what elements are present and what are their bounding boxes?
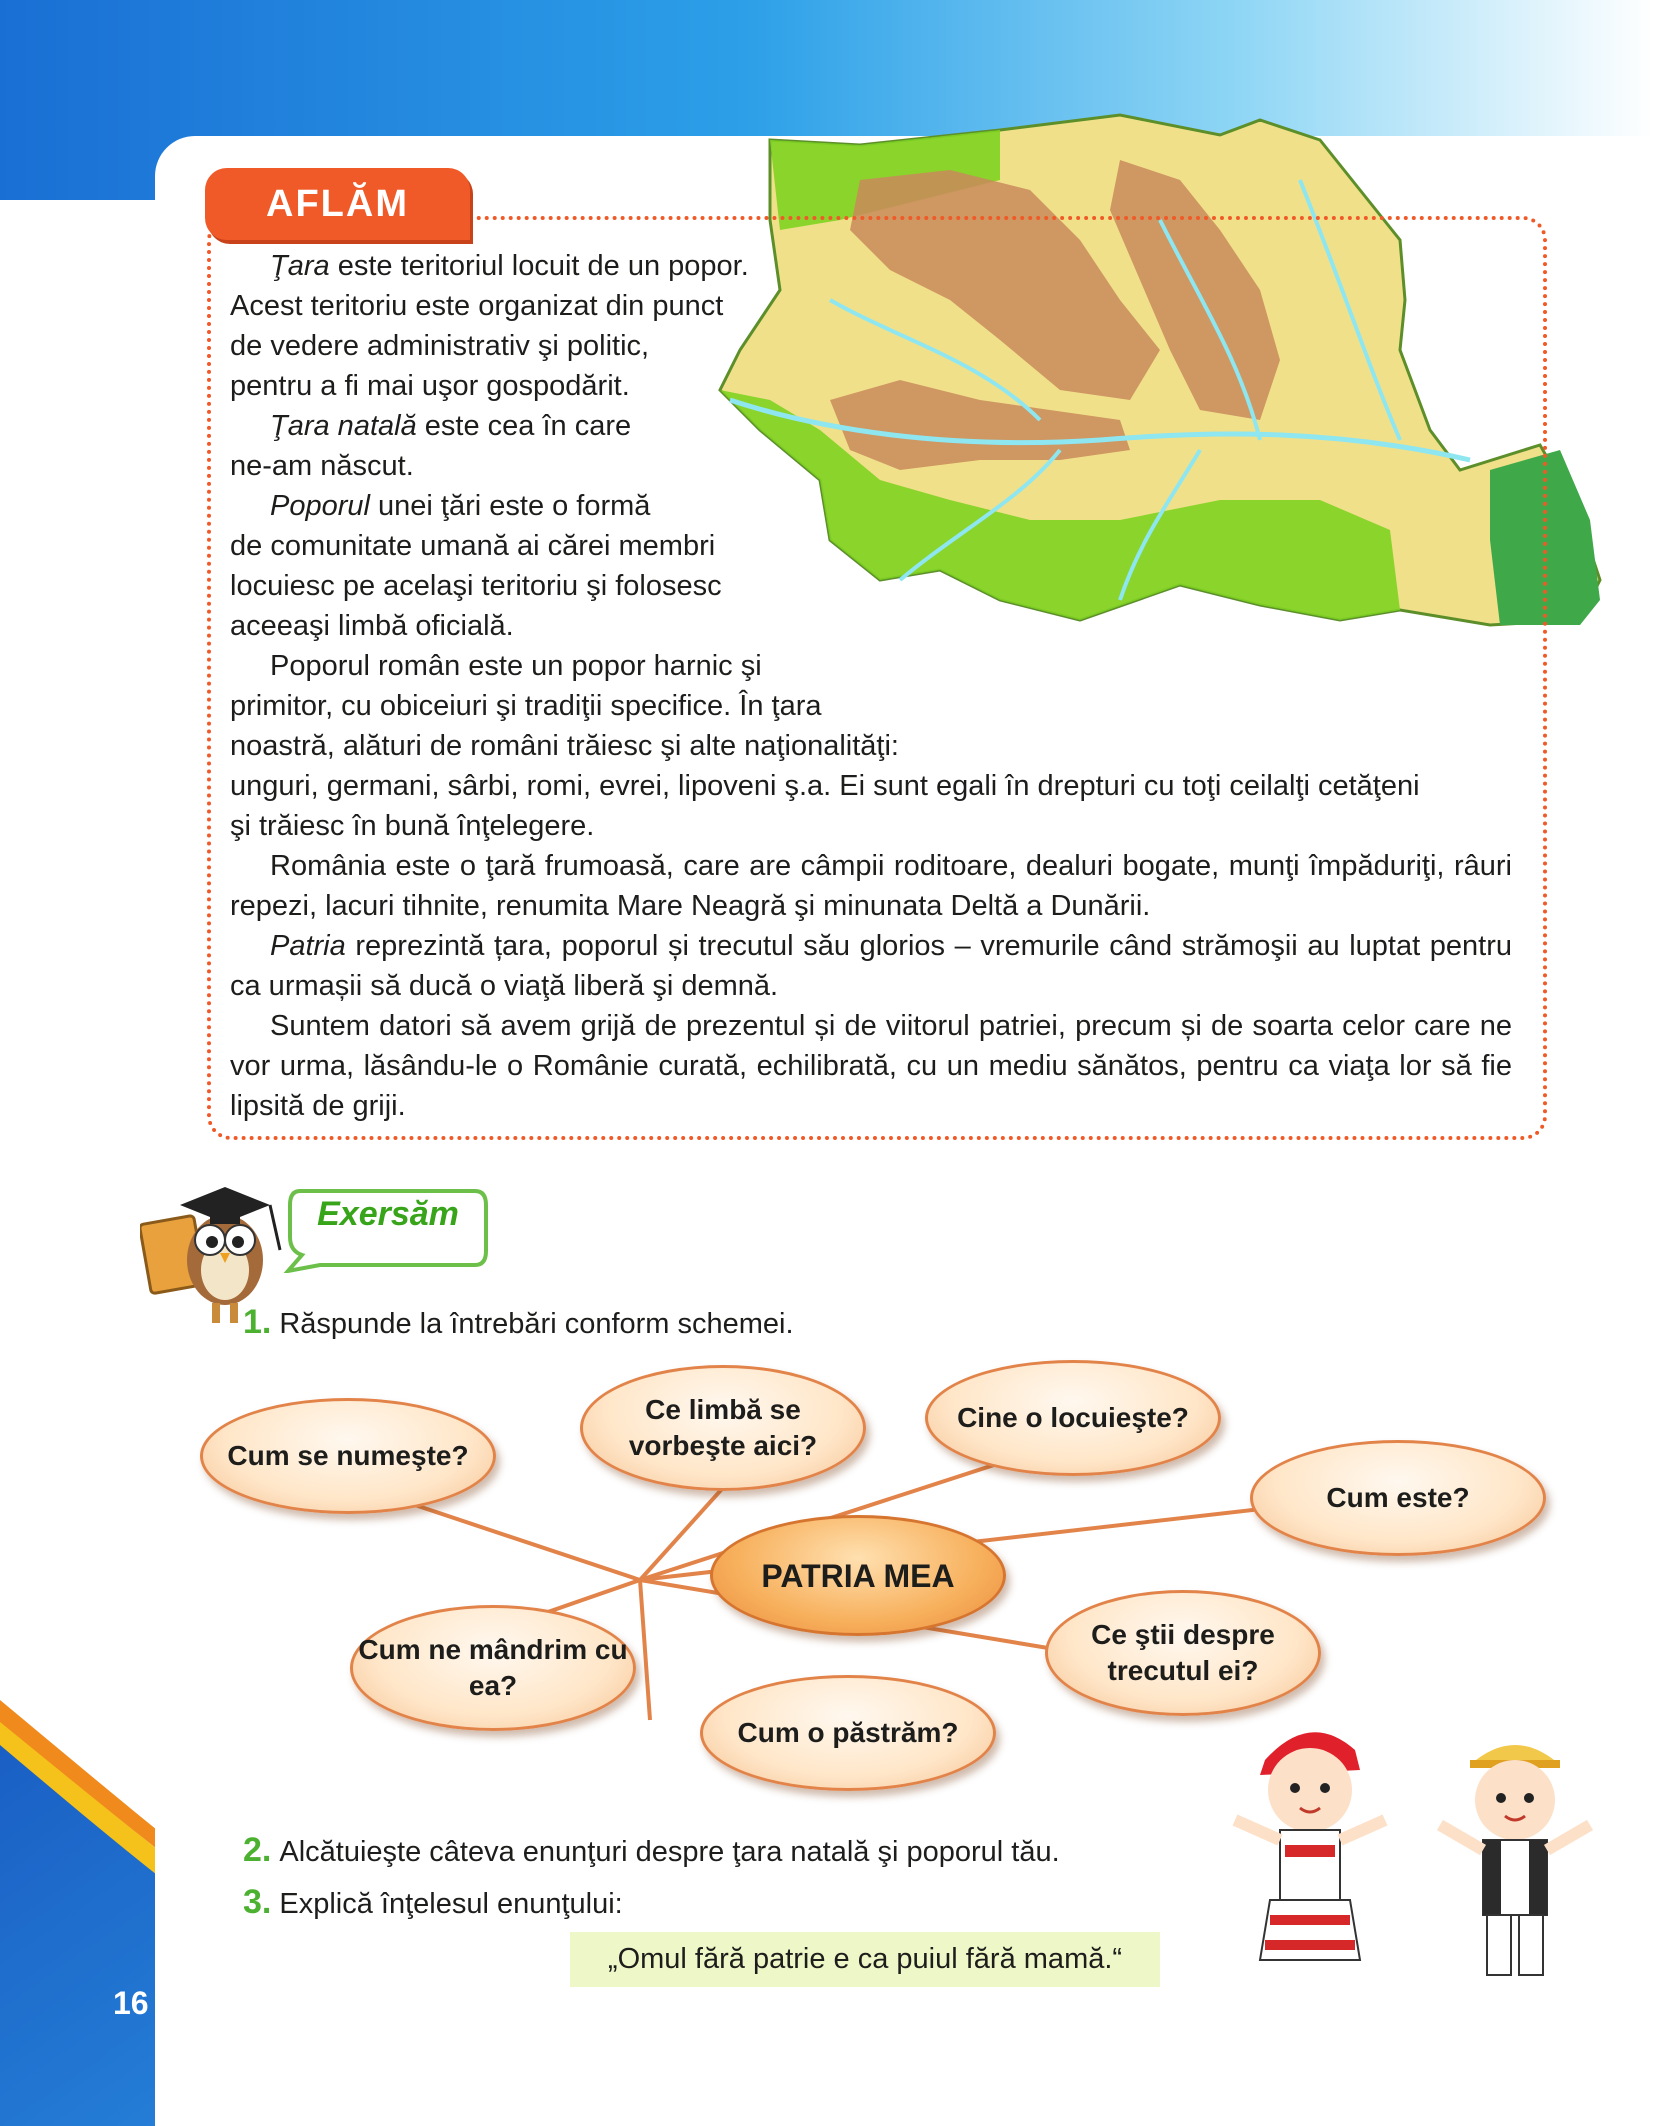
text-span: unei ţări este o formă [369,490,651,522]
node-language: Ce limbă se vorbeşte aici? [580,1365,866,1491]
task-2 [243,1830,1060,1872]
text-line: Poporul român este un popor harnic şi [270,650,762,682]
text-line: şi trăiesc în bună înţelegere. [230,810,595,842]
text-line: pentru a fi mai uşor gospodărit. [230,370,630,402]
term-tara: Ţara [270,250,330,282]
text-line: de vedere administrativ şi politic, [230,330,650,362]
task-text: Răspunde la întrebări conform schemei. [279,1308,794,1340]
paragraph-romania: România este o ţară frumoasă, care are câmpii roditoare, dealuri bogate, munţi împăduriţi, râuri repezi, lacuri tihnite, renumita Mare Neagră şi minunata Deltă a Dunării. [230,850,1512,922]
text-line: ne-am născut. [230,450,414,482]
task-number: 1. [243,1303,272,1341]
section-title: AFLĂM [205,168,470,240]
text-span: reprezintă țara, poporul și trecutul său glorios – vremurile când strămoşii au luptat pentru ca urmașii să ducă o viaţă liberă şi demnă. [230,930,1512,1002]
text-line [270,486,650,526]
children-costume-illustration [1225,1710,1625,2010]
term-poporul: Poporul [270,490,370,522]
exercise-header: Exersăm [317,1195,459,1233]
task-1 [243,1302,794,1344]
text-line: aceeaşi limbă oficială. [230,610,514,642]
text-line [270,246,749,286]
task-text: Alcătuieşte câteva enunţuri despre ţara natală şi poporul tău. [279,1836,1060,1868]
text-line: primitor, cu obiceiuri şi tradiţii specifice. În ţara [230,690,822,722]
node-proud: Cum ne mândrim cu ea? [350,1605,636,1731]
task-3 [243,1882,623,1924]
paragraph-datori: Suntem datori să avem grijă de prezentul și de viitorul patriei, precum și de soarta celor care ne vor urma, lăsându-le o Românie curată, echilibrată, cu un mediu sănătos, pentru ca viaţa lor să fie lipsită de griji. [230,1010,1512,1122]
task-number: 2. [243,1831,272,1869]
text-line: Acest teritoriu este organizat din punct [230,290,724,322]
text-line: noastră, alături de români trăiesc şi alte naţionalităţi: [230,730,899,762]
paragraph-patria [230,926,1512,1006]
task-number: 3. [243,1883,272,1921]
text-line [270,406,631,446]
text-span: este cea în care [416,410,632,442]
node-how: Cum este? [1250,1440,1546,1556]
node-past: Ce ştii despre trecutul ei? [1045,1590,1321,1716]
text-line: de comunitate umană ai cărei membri [230,530,716,562]
node-name: Cum se numeşte? [200,1398,496,1514]
task-text: Explică înţelesul enunţului: [279,1888,623,1920]
term-tara-natala: Ţara natală [270,410,417,442]
text-span: este teritoriul locuit de un popor. [329,250,749,282]
text-line: locuiesc pe acelaşi teritoriu şi folosesc [230,570,722,602]
node-keep: Cum o păstrăm? [700,1675,996,1791]
term-patria: Patria [270,930,346,962]
connector-line [640,1580,650,1720]
node-who: Cine o locuieşte? [925,1360,1221,1476]
text-line: unguri, germani, sârbi, romi, evrei, lipoveni ş.a. Ei sunt egali în drepturi cu toţi ceilalţi cetăţeni [230,770,1420,802]
page-number: 16 [113,1985,149,2021]
node-center: PATRIA MEA [710,1515,1006,1636]
proverb-quote: „Omul fără patrie e ca puiul fără mamă.“ [570,1932,1160,1987]
